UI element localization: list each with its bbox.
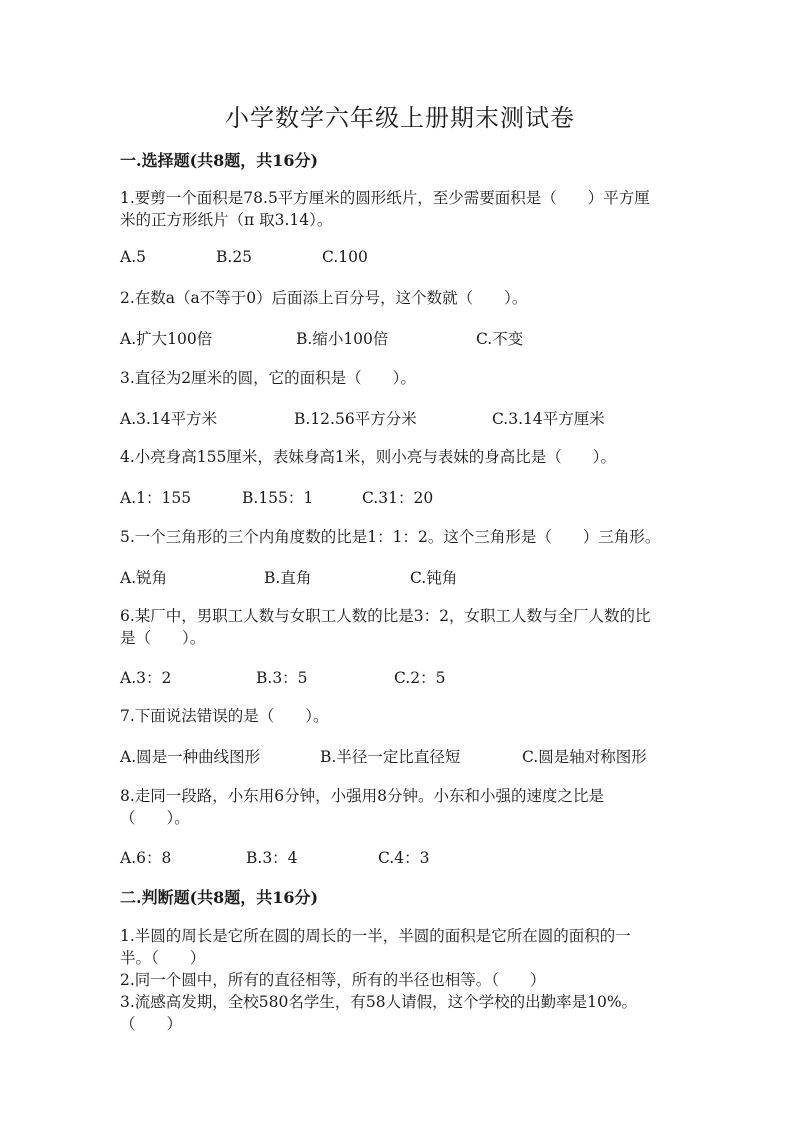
option-b: B.半径一定比直径短 (320, 748, 461, 766)
option-a: A.5 (120, 248, 146, 266)
option-c: C.2：5 (394, 669, 446, 687)
option-b: B.25 (216, 248, 253, 266)
option-c: C.4：3 (378, 849, 430, 867)
option-c: C.钝角 (410, 569, 458, 587)
option-c: C.100 (322, 248, 368, 266)
question-line: 4.小亮身高155厘米，表妹身高1米，则小亮与表妹的身高比是（ ）。 (120, 448, 616, 466)
question-line: 6.某厂中，男职工人数与女职工人数的比是3：2，女职工人数与全厂人数的比 (120, 607, 651, 625)
option-a: A.锐角 (120, 569, 168, 587)
option-a: A.1：155 (120, 489, 192, 507)
question-line: （ ）。 (120, 809, 190, 827)
question-stem (120, 785, 680, 829)
question-line: 2.在数a（a不等于0）后面添上百分号，这个数就（ ）。 (120, 289, 528, 307)
option-a: A.6：8 (120, 849, 172, 867)
option-a: A.3.14平方米 (120, 410, 218, 428)
page-title: 小学数学六年级上册期末测试卷 (225, 104, 575, 132)
question-line: 3.流感高发期，全校580名学生，有58人请假，这个学校的出勤率是10%。 (120, 993, 638, 1011)
option-b: B.直角 (264, 569, 312, 587)
option-c: C.31：20 (362, 489, 434, 507)
option-b: B.3：5 (256, 669, 308, 687)
question-stem (120, 187, 680, 231)
question-stem (120, 446, 680, 468)
question-stem (120, 605, 680, 649)
question-stem (120, 526, 680, 548)
question-line: 5.一个三角形的三个内角度数的比是1：1：2。这个三角形是（ ）三角形。 (120, 528, 661, 546)
question-stem (120, 705, 680, 727)
option-b: B.155：1 (242, 489, 314, 507)
option-c: C.3.14平方厘米 (492, 410, 605, 428)
question-stem (120, 367, 680, 389)
option-a: A.3：2 (120, 669, 172, 687)
section-heading-choice: 一.选择题(共8题，共16分) (120, 151, 319, 170)
section-heading-judge: 二.判断题(共8题，共16分) (120, 888, 319, 907)
question-line: 1.要剪一个面积是78.5平方厘米的圆形纸片，至少需要面积是（ ）平方厘 (120, 189, 650, 207)
judge-item (120, 969, 680, 991)
question-line: 米的正方形纸片（π 取3.14）。 (120, 211, 333, 229)
question-line: 2.同一个圆中，所有的直径相等，所有的半径也相等。（ ） (120, 971, 546, 989)
option-c: C.不变 (476, 330, 524, 348)
option-b: B.3：4 (246, 849, 298, 867)
option-b: B.缩小100倍 (296, 330, 389, 348)
question-line: 3.直径为2厘米的圆，它的面积是（ ）。 (120, 369, 416, 387)
question-line: 8.走同一段路，小东用6分钟，小强用8分钟。小东和小强的速度之比是 (120, 787, 605, 805)
question-stem (120, 287, 680, 309)
question-line: （ ） (120, 1015, 183, 1033)
question-line: 1.半圆的周长是它所在圆的周长的一半，半圆的面积是它所在圆的面积的一 (120, 927, 631, 945)
option-c: C.圆是轴对称图形 (522, 748, 647, 766)
option-a: A.扩大100倍 (120, 330, 213, 348)
judge-item (120, 925, 680, 969)
option-a: A.圆是一种曲线图形 (120, 748, 261, 766)
question-line: 是（ ）。 (120, 629, 206, 647)
question-line: 半。（ ） (120, 949, 206, 967)
judge-item (120, 991, 680, 1035)
question-line: 7.下面说法错误的是（ ）。 (120, 707, 329, 725)
option-b: B.12.56平方分米 (294, 410, 417, 428)
